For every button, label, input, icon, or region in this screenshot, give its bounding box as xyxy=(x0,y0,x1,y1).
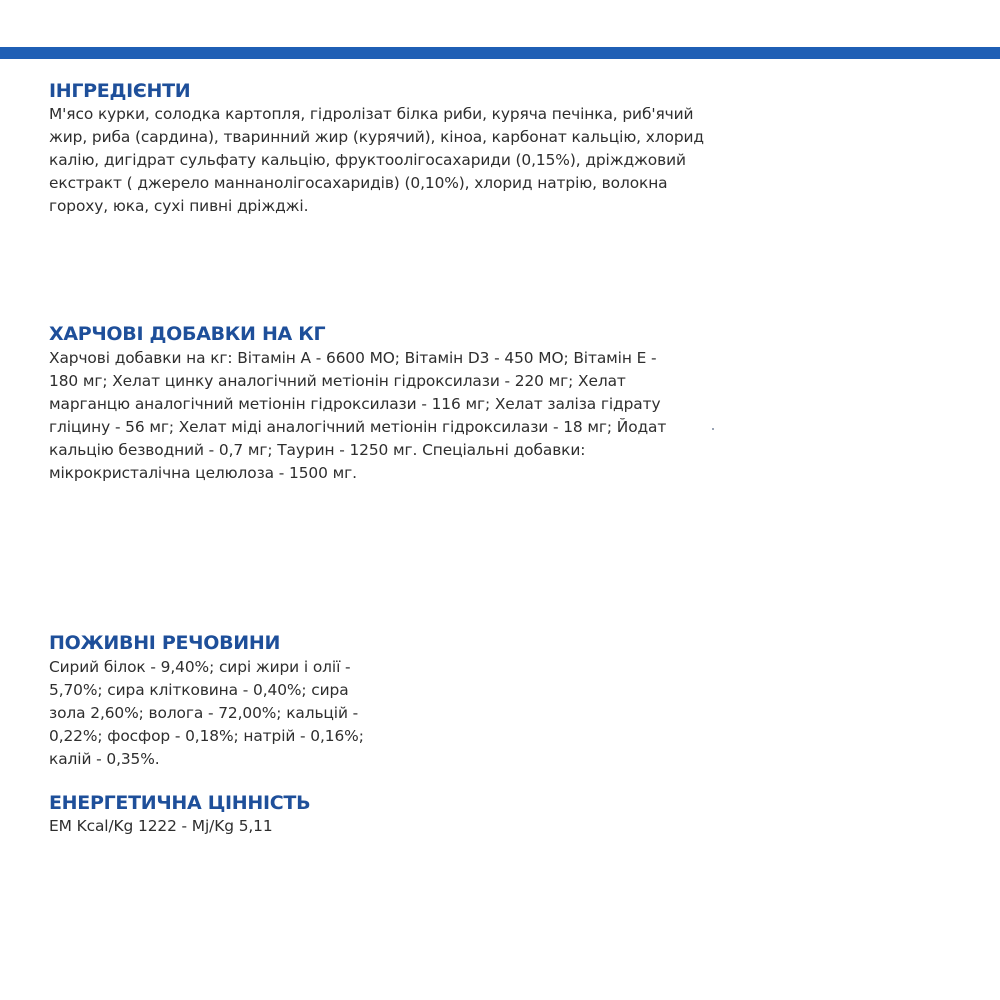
nutrients-line: зола 2,60%; волога - 72,00%; кальцій - xyxy=(49,704,359,722)
additives-text xyxy=(49,347,666,485)
nutrients-line: 0,22%; фосфор - 0,18%; натрій - 0,16%; xyxy=(49,727,364,745)
additives-heading: ХАРЧОВІ ДОБАВКИ НА КГ xyxy=(49,323,326,345)
nutrients-section xyxy=(49,631,364,771)
energy-section xyxy=(49,791,310,838)
additives-line: гліцину - 56 мг; Хелат міді аналогічний метіонін гідроксилази - 18 мг; Йодат xyxy=(49,418,667,436)
additives-line: мікрокристалічна целюлоза - 1500 мг. xyxy=(49,464,357,482)
ingredients-line: екстракт ( джерело маннанолігосахаридів) (0,10%), хлорид натрію, волокна xyxy=(49,174,668,192)
ingredients-line: калію, дигідрат сульфату кальцію, фруктоолігосахариди (0,15%), дріжджовий xyxy=(49,151,686,169)
top-accent-bar xyxy=(0,47,1000,59)
stray-dot xyxy=(712,428,714,430)
energy-heading: ЕНЕРГЕТИЧНА ЦІННІСТЬ xyxy=(49,792,311,814)
additives-line: марганцю аналогічний метіонін гідроксилази - 116 мг; Хелат заліза гідрату xyxy=(49,395,661,413)
ingredients-text xyxy=(49,103,704,218)
ingredients-heading: ІНГРЕДІЄНТИ xyxy=(49,80,191,102)
nutrients-line: 5,70%; сира клітковина - 0,40%; сира xyxy=(49,681,349,699)
nutrients-line: Сирий білок - 9,40%; сирі жири і олії - xyxy=(49,658,351,676)
nutrients-line: калій - 0,35%. xyxy=(49,750,160,768)
energy-text xyxy=(49,815,310,838)
additives-line: кальцію безводний - 0,7 мг; Таурин - 1250 мг. Спеціальні добавки: xyxy=(49,441,586,459)
additives-line: 180 мг; Хелат цинку аналогічний метіонін гідроксилази - 220 мг; Хелат xyxy=(49,372,626,390)
ingredients-line: жир, риба (сардина), тваринний жир (курячий), кіноа, карбонат кальцію, хлорид xyxy=(49,128,704,146)
ingredients-line: М'ясо курки, солодка картопля, гідролізат білка риби, куряча печінка, риб'ячий xyxy=(49,105,694,123)
ingredients-line: гороху, юка, сухі пивні дріжджі. xyxy=(49,197,309,215)
energy-line: ЕМ Kcal/Kg 1222 - Mj/Kg 5,11 xyxy=(49,817,273,835)
nutrients-text xyxy=(49,656,364,771)
additives-section xyxy=(49,322,666,485)
ingredients-section xyxy=(49,79,704,218)
additives-line: Харчові добавки на кг: Вітамін А - 6600 МО; Вітамін D3 - 450 МО; Вітамін Е - xyxy=(49,349,657,367)
nutrients-heading: ПОЖИВНІ РЕЧОВИНИ xyxy=(49,632,281,654)
